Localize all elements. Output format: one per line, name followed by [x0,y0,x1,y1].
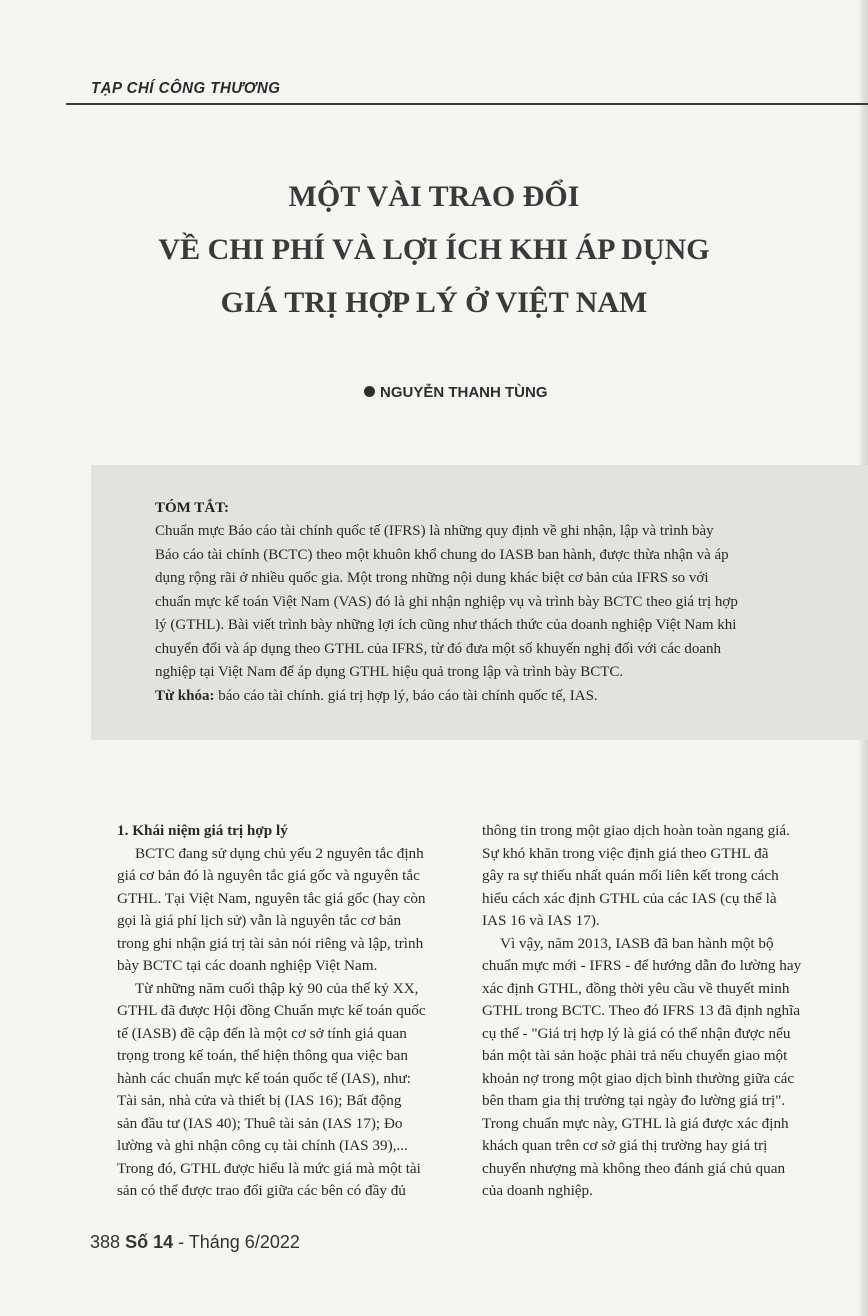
body-line: khách quan trên cơ sở giá thị trường hay giá trị [482,1137,768,1154]
abstract-line: lý (GTHL). Bài viết trình bày những lợi ích cũng như thách thức của doanh nghiệp Việt Nam khi [155,617,737,633]
article-title [0,170,868,329]
body-line: hành các chuẩn mực kế toán quốc tế (IAS), như: [117,1069,411,1087]
body-line: bày BCTC tại các doanh nghiệp Việt Nam. [117,957,378,974]
body-line: gây ra sự thiếu nhất quán mối liên kết trong cách [482,867,779,884]
abstract-line: Chuẩn mực Báo cáo tài chính quốc tế (IFRS) là những quy định về ghi nhận, lập và trình bày [155,523,714,539]
title-line: GIÁ TRỊ HỢP LÝ Ở VIỆT NAM [220,286,648,319]
keywords-text: báo cáo tài chính. giá trị hợp lý, báo cáo tài chính quốc tế, IAS. [214,687,598,704]
body-line: Trong đó, GTHL được hiểu là mức giá mà một tài [117,1159,421,1177]
author-byline [364,384,548,401]
abstract-line: chuẩn mực kế toán Việt Nam (VAS) đó là ghi nhận nghiệp vụ và trình bày BCTC theo giá trị hợp [155,593,738,610]
title-line: MỘT VÀI TRAO ĐỔI [288,180,580,213]
body-line: BCTC đang sử dụng chủ yếu 2 nguyên tắc định [135,844,424,862]
body-line: gọi là giá phí lịch sử) vẫn là nguyên tắc cơ bản [117,912,402,929]
abstract-line: nghiệp tại Việt Nam để áp dụng GTHL hiệu quả trong lập và trình bày BCTC. [155,664,624,680]
author-name: NGUYỄN THANH TÙNG [380,384,548,401]
section-heading: 1. Khái niệm giá trị hợp lý [117,822,288,839]
body-line: thông tin trong một giao dịch hoàn toàn ngang giá. [482,822,790,839]
title-line: VỀ CHI PHÍ VÀ LỢI ÍCH KHI ÁP DỤNG [158,233,710,266]
right-column [482,820,822,1203]
body-line: chuẩn mực mới - IFRS - để hướng dẫn đo lường hay [482,957,802,974]
body-line: Sự khó khăn trong việc định giá theo GTHL đã [482,844,769,862]
body-line: cụ thể - "Giá trị hợp lý là giá có thể nhận được nếu [482,1024,791,1042]
issue-date: Tháng 6/2022 [188,1232,300,1252]
body-line: GTHL trong BCTC. Theo đó IFRS 13 đã định nghĩa [482,1002,801,1019]
page-footer [90,1232,300,1253]
page-number: 388 [90,1232,121,1252]
body-line: hiểu cách xác định GTHL của các IAS (cụ thể là [482,889,777,907]
body-line: sản có thể được trao đổi giữa các bên có đầy đủ [117,1182,406,1199]
body-line: trong ghi nhận giá trị tài sản nói riêng và lập, trình [117,934,424,952]
body-line: bên tham gia thị trường tại ngày đo lường giá trị". [482,1092,786,1109]
body-line: trọng trong kế toán, thể hiện thông qua việc ban [117,1047,409,1064]
body-line: chuyển nhượng mà không theo đánh giá chủ quan [482,1159,786,1177]
body-line: Tài sản, nhà cửa và thiết bị (IAS 16); Bất động [117,1092,402,1109]
body-line: GTHL. Tại Việt Nam, nguyên tắc giá gốc (hay còn [117,889,426,907]
body-line: tế (IASB) đề cập đến là một cơ sở tính giá quan [117,1024,407,1042]
issue-number: Số 14 [125,1232,174,1252]
journal-name: TẠP CHÍ CÔNG THƯƠNG [91,79,281,98]
abstract-heading: TÓM TẮT: [155,500,230,516]
keywords-label: Từ khóa: [155,687,215,704]
footer-separator: - [173,1232,189,1252]
body-line: Từ những năm cuối thập kỷ 90 của thế kỷ XX, [135,979,419,997]
body-line: lường và ghi nhận công cụ tài chính (IAS 39),... [117,1137,408,1154]
body-line: xác định GTHL, đồng thời yêu cầu về thuyết minh [482,979,790,997]
body-line: Trong chuẩn mực này, GTHL là giá được xác định [482,1114,789,1132]
body-line: bán một tài sản hoặc phải trả nếu chuyển giao một [482,1047,788,1064]
abstract-line: Báo cáo tài chính (BCTC) theo một khuôn khổ chung do IASB ban hành, được thừa nhận và áp [155,546,729,563]
abstract-text [155,520,837,708]
body-line: IAS 16 và IAS 17). [482,912,600,929]
abstract-line: chuyển đổi và áp dụng theo GTHL của IFRS, từ đó đưa một số khuyến nghị đối với các doanh [155,640,722,657]
body-line: của doanh nghiệp. [482,1182,593,1199]
body-line: Vì vậy, năm 2013, IASB đã ban hành một bộ [500,934,774,952]
bullet-icon [364,386,375,397]
body-line: khoản nợ trong một giao dịch bình thường giữa các [482,1069,795,1087]
abstract-line: dụng rộng rãi ở nhiều quốc gia. Một trong những nội dung khác biệt cơ bản của IFRS so với [155,570,709,586]
body-line: sản đầu tư (IAS 40); Thuê tài sản (IAS 17); Đo [117,1114,403,1132]
header-rule [66,103,868,105]
body-line: GTHL đã được Hội đồng Chuẩn mực kế toán quốc [117,1002,426,1019]
keywords-line [155,685,837,709]
left-column [117,820,457,1203]
body-line: giá cơ bản đó là nguyên tắc giá gốc và nguyên tắc [117,867,420,884]
